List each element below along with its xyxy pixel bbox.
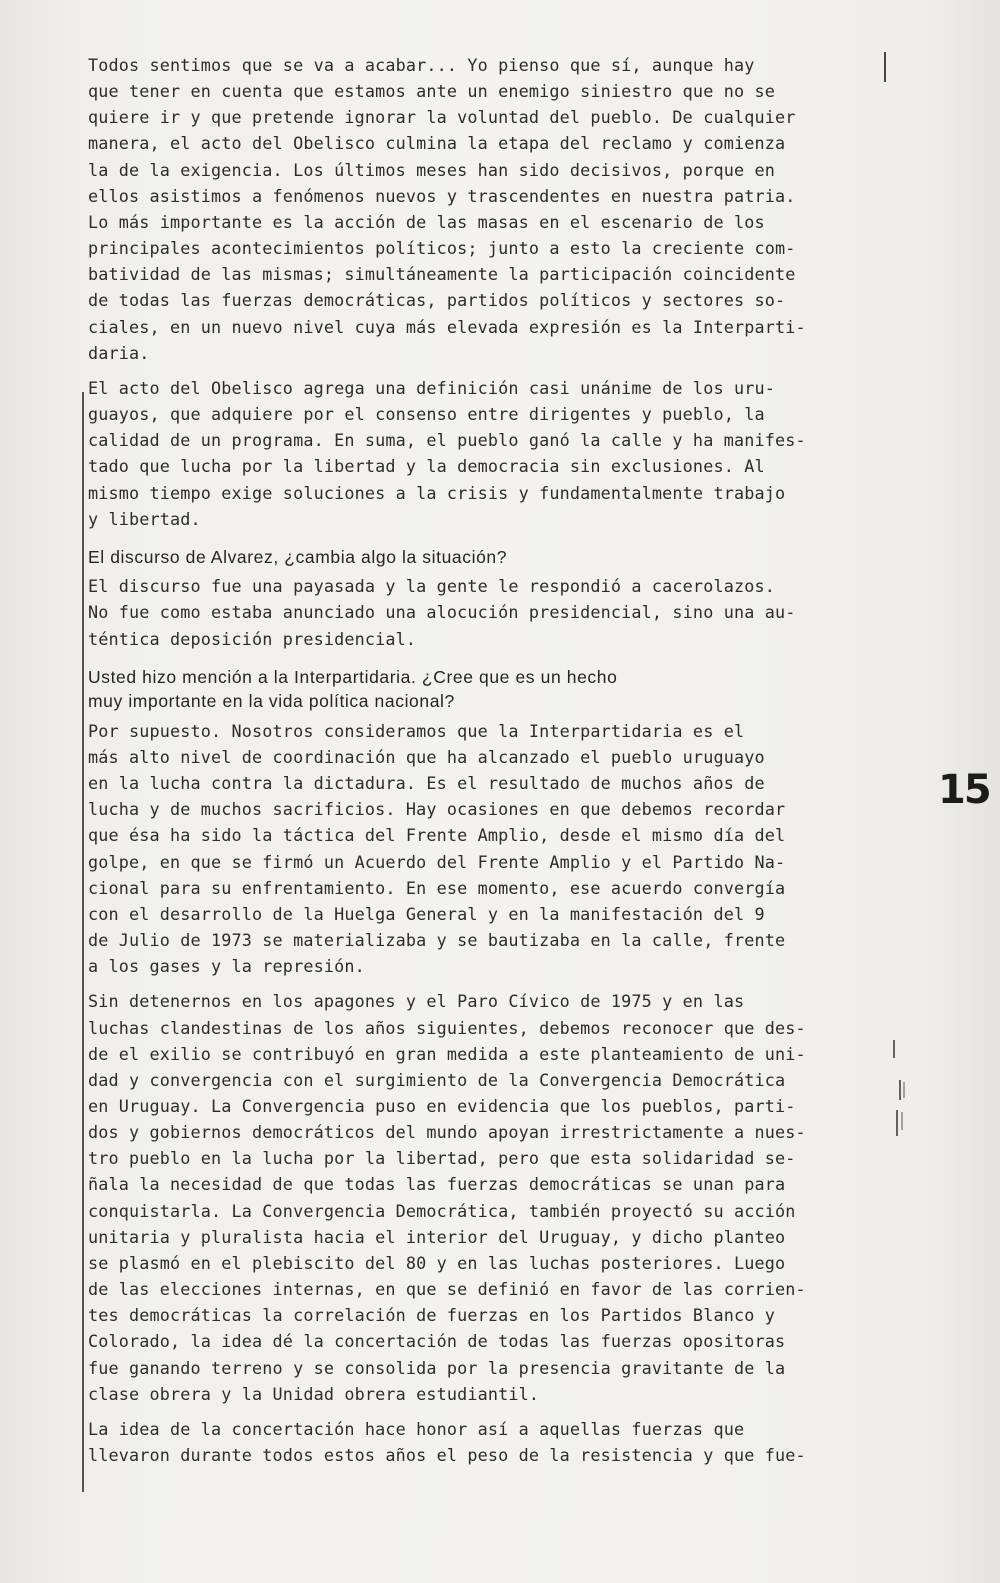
paragraph	[88, 988, 888, 1407]
text-line: manera, el acto del Obelisco culmina la etapa del reclamo y comienza	[88, 133, 786, 154]
text-line: conquistarla. La Convergencia Democrática, también proyectó su acción	[88, 1200, 796, 1221]
text-line: con el desarrollo de la Huelga General y en la manifestación del 9	[88, 903, 765, 924]
text-line: golpe, en que se firmó un Acuerdo del Frente Amplio y el Partido Na-	[88, 851, 786, 872]
paragraph	[88, 1416, 888, 1468]
text-line: en Uruguay. La Convergencia puso en evidencia que los pueblos, parti-	[88, 1095, 796, 1116]
text-line: en la lucha contra la dictadura. Es el resultado de muchos años de	[88, 773, 765, 794]
interview-question	[88, 545, 888, 570]
text-line: El discurso fue una payasada y la gente le respondió a cacerolazos.	[88, 576, 775, 597]
text-line: a los gases y la represión.	[88, 956, 365, 977]
text-line: tro pueblo en la lucha por la libertad, pero que esta solidaridad se-	[88, 1148, 796, 1169]
text-line: muy importante en la vida política nacional?	[88, 691, 455, 712]
text-line: La idea de la concertación hace honor así a aquellas fuerzas que	[88, 1418, 745, 1439]
text-line: principales acontecimientos políticos; junto a esto la creciente com-	[88, 238, 796, 259]
text-line: ellos asistimos a fenómenos nuevos y trascendentes en nuestra patria.	[88, 185, 796, 206]
text-line: dad y convergencia con el surgimiento de la Convergencia Democrática	[88, 1069, 786, 1090]
paragraph	[88, 718, 888, 980]
text-line: Usted hizo mención a la Interpartidaria. ¿Cree que es un hecho	[88, 666, 618, 687]
text-line: lucha y de muchos sacrificios. Hay ocasiones en que debemos recordar	[88, 799, 786, 820]
text-line: luchas clandestinas de los años siguientes, debemos reconocer que des-	[88, 1017, 806, 1038]
page-number: 15	[938, 767, 990, 813]
text-line: Todos sentimos que se va a acabar... Yo pienso que sí, aunque hay	[88, 55, 755, 75]
text-line: tado que lucha por la libertad y la democracia sin exclusiones. Al	[88, 456, 765, 477]
text-line: El acto del Obelisco agrega una definición casi unánime de los uru-	[88, 377, 775, 398]
margin-marks	[890, 1040, 908, 1150]
paragraph	[88, 375, 888, 532]
text-line: dos y gobiernos democráticos del mundo apoyan irrestrictamente a nues-	[88, 1122, 806, 1143]
text-line: No fue como estaba anunciado una alocución presidencial, sino una au-	[88, 602, 796, 623]
text-line: cional para su enfrentamiento. En ese momento, ese acuerdo convergía	[88, 877, 786, 898]
text-line: clase obrera y la Unidad obrera estudiantil.	[88, 1383, 540, 1404]
text-line: más alto nivel de coordinación que ha alcanzado el pueblo uruguayo	[88, 746, 765, 767]
text-line: batividad de las mismas; simultáneamente la participación coincidente	[88, 264, 796, 285]
text-line: El discurso de Alvarez, ¿cambia algo la situación?	[88, 546, 508, 567]
text-line: la de la exigencia. Los últimos meses han sido decisivos, porque en	[88, 159, 775, 180]
text-line: ñala la necesidad de que todas las fuerzas democráticas se unan para	[88, 1174, 786, 1195]
text-line: calidad de un programa. En suma, el pueblo ganó la calle y ha manifes-	[88, 430, 806, 451]
paragraph	[88, 52, 888, 366]
text-line: que ésa ha sido la táctica del Frente Amplio, desde el mismo día del	[88, 825, 786, 846]
text-line: Lo más importante es la acción de las masas en el escenario de los	[88, 211, 765, 232]
interview-question	[88, 665, 888, 714]
text-line: se plasmó en el plebiscito del 80 y en las luchas posteriores. Luego	[88, 1252, 786, 1273]
text-column	[88, 52, 888, 1468]
text-line: ciales, en un nuevo nivel cuya más elevada expresión es la Interparti-	[88, 316, 806, 337]
text-line: guayos, que adquiere por el consenso entre dirigentes y pueblo, la	[88, 404, 765, 425]
text-line: de el exilio se contribuyó en gran medida a este planteamiento de uni-	[88, 1043, 806, 1064]
text-line: de Julio de 1973 se materializaba y se bautizaba en la calle, frente	[88, 930, 786, 951]
text-line: unitaria y pluralista hacia el interior del Uruguay, y dicho planteo	[88, 1226, 786, 1247]
text-line: y libertad.	[88, 508, 201, 529]
text-line: que tener en cuenta que estamos ante un enemigo siniestro que no se	[88, 81, 775, 102]
paragraph	[88, 573, 888, 651]
text-line: llevaron durante todos estos años el peso de la resistencia y que fue-	[88, 1445, 806, 1465]
text-line: de todas las fuerzas democráticas, partidos políticos y sectores so-	[88, 290, 786, 311]
text-line: Colorado, la idea dé la concertación de todas las fuerzas opositoras	[88, 1331, 786, 1352]
text-line: tes democráticas la correlación de fuerzas en los Partidos Blanco y	[88, 1305, 775, 1326]
text-line: mismo tiempo exige soluciones a la crisis y fundamentalmente trabajo	[88, 482, 786, 503]
text-line: quiere ir y que pretende ignorar la voluntad del pueblo. De cualquier	[88, 107, 796, 128]
text-line: Por supuesto. Nosotros consideramos que la Interpartidaria es el	[88, 720, 745, 741]
text-line: fue ganando terreno y se consolida por la presencia gravitante de la	[88, 1357, 786, 1378]
text-line: téntica deposición presidencial.	[88, 628, 417, 649]
margin-rule-left	[82, 392, 84, 1492]
text-line: daria.	[88, 342, 150, 363]
text-line: de las elecciones internas, en que se definió en favor de las corrien-	[88, 1279, 806, 1300]
text-line: Sin detenernos en los apagones y el Paro Cívico de 1975 y en las	[88, 991, 745, 1012]
